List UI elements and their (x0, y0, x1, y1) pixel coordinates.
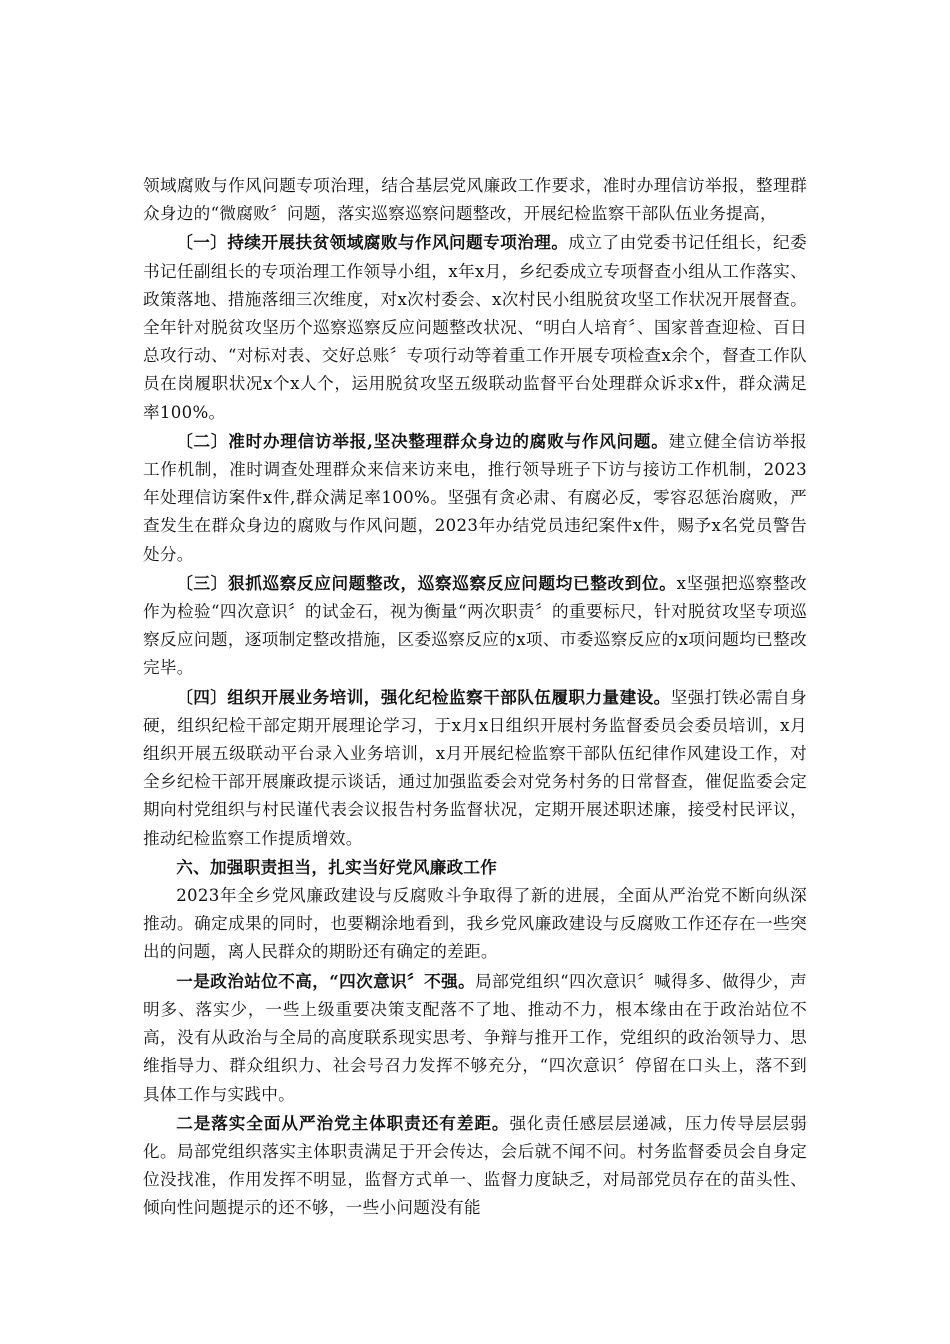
paragraph-text: 局部党组织“四次意识〞喊得多、做得少，声明多、落实少，一些上级重要决策支配落不了地、推动不力，根本缘由在于政治站位不高，没有从政治与全局的高度联系现实思考、争辩与推开工作，党组织的政治领导力、思维指导力、群众组织力、社会号召力发挥不够充分，“四次意识〞停留在口头上，落不到具体工作与实践中。 (143, 971, 807, 1104)
paragraph-problem-2 (143, 1109, 807, 1223)
paragraph-section-3 (143, 569, 807, 683)
paragraph-section-2 (143, 427, 807, 569)
paragraph-text: 建立健全信访举报工作机制，准时调查处理群众来信来访来电，推行领导班子下访与接访工作机制，2023年处理信访案件x件,群众满足率100%。坚强有贪必肃、有腐必反，零容忍惩治腐败，严查发生在群众身边的腐败与作风问题，2023年办结党员违纪案件x件，赐予x名党员警告处分。 (143, 431, 807, 564)
section-heading: 〔二〕准时办理信访举报,坚决整理群众身边的腐败与作风问题。 (176, 430, 669, 451)
paragraph-text: 成立了由党委书记任组长，纪委书记任副组长的专项治理工作领导小组，x年x月，乡纪委成立专项督查小组从工作落实、政策落地、措施落细三次维度，对x次村委会、x次村民小组脱贫攻坚工作状况开展督查。全年针对脱贫攻坚历个巡察巡察反应问题整改状况、“明白人培育〞、国家普查迎检、百日总攻行动、“对标对表、交好总账〞专项行动等着重工作开展专项检查x余个，督查工作队员在岗履职状况x个x人个，运用脱贫攻坚五级联动监督平台处理群众诉求x件，群众满足率100%。 (143, 233, 807, 422)
paragraph-text: 强化责任感层层递减，压力传导层层弱化。局部党组织落实主体职责满足于开会传达，会后就不闻不问。村务监督委员会自身定位没找准，作用发挥不明显，监督方式单一、监督力度缺乏，对局部党员存在的苗头性、倾向性问题提示的还不够，一些小问题没有能 (143, 1113, 807, 1218)
paragraph-summary (143, 882, 807, 967)
chapter-heading (143, 853, 807, 882)
paragraph-problem-1 (143, 967, 807, 1109)
paragraph-text: 领域腐败与作风问题专项治理，结合基层党风廉政工作要求，准时办理信访举报，整理群众身边的“微腐败〞问题，落实巡察巡察问题整改，开展纪检监察干部队伍业务提高， (143, 176, 807, 224)
paragraph-section-4 (143, 683, 807, 853)
problem-heading: 二是落实全面从严治党主体职责还有差距。 (176, 1112, 510, 1133)
paragraph-text: 2023年全乡党风廉政建设与反腐败斗争取得了新的进展，全面从严治党不断向纵深推动。确定成果的同时，也要糊涂地看到，我乡党风廉政建设与反腐败工作还存在一些突出的问题，离人民群众的期盼还有确定的差距。 (143, 886, 807, 962)
section-heading: 〔一〕持续开展扶贫领域腐败与作风问题专项治理。 (176, 232, 569, 253)
paragraph-text: 坚强打铁必需自身硬，组织纪检干部定期开展理论学习，于x月x日组织开展村务监督委员会委员培训，x月组织开展五级联动平台录入业务培训，x月开展纪检监察干部队伍纪律作风建设工作，对全乡纪检干部开展廉政提示谈话，通过加强监委会对党务村务的日常督查，催促监委会定期向村党组织与村民谨代表会议报告村务监督状况，定期开展述职述廉，接受村民评议，推动纪检监察工作提质增效。 (143, 687, 807, 848)
paragraph-section-1 (143, 228, 807, 426)
document-body (143, 172, 807, 1223)
paragraph-text: x坚强把巡察整改作为检验“四次意识〞的试金石，视为衡量“两次职责〞的重要标尺，针对脱贫攻坚专项巡察反应问题，逐项制定整改措施，区委巡察反应的x项、市委巡察反应的x项问题均已整改完毕。 (143, 573, 807, 678)
paragraph-intro-continued (143, 172, 807, 228)
chapter-title: 六、加强职责担当，扎实当好党风廉政工作 (176, 856, 498, 877)
section-heading: 〔四〕组织开展业务培训，强化纪检监察干部队伍履职力量建设。 (176, 686, 671, 707)
section-heading: 〔三〕狠抓巡察反应问题整改，巡察巡察反应问题均已整改到位。 (176, 572, 677, 593)
problem-heading: 一是政治站位不高，“四次意识〞不强。 (176, 970, 476, 991)
